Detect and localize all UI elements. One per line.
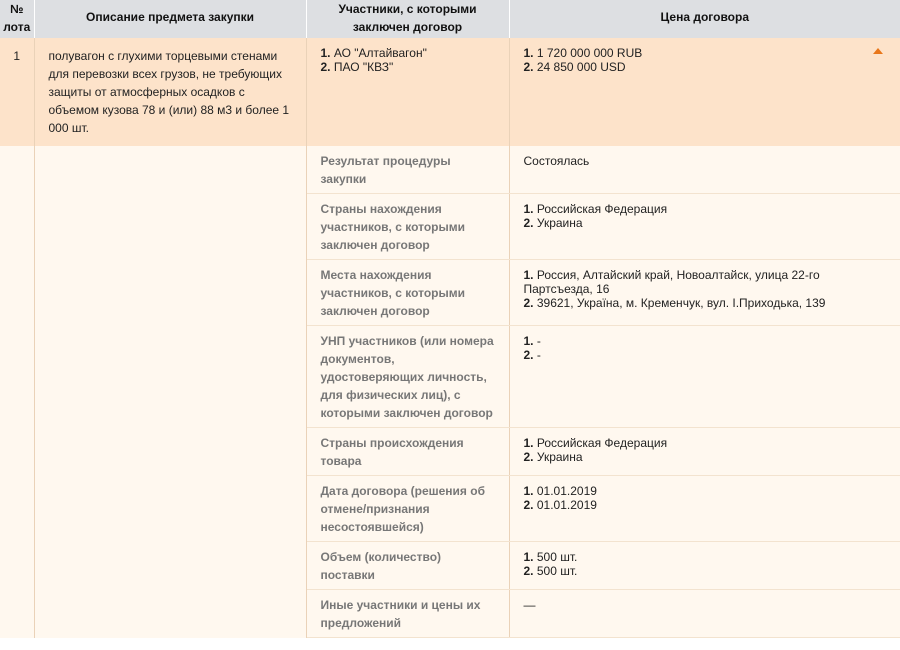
detail-label: Дата договора (решения об отмене/признания несостоявшейся)	[306, 476, 509, 542]
detail-label: Страны нахождения участников, с которыми заключен договор	[306, 194, 509, 260]
header-participants[interactable]: Участники, с которыми заключен договор	[306, 0, 509, 38]
item-number: 2.	[320, 60, 331, 74]
item-number: 1.	[523, 484, 534, 498]
item-number: 2.	[523, 498, 534, 512]
detail-item	[524, 450, 887, 464]
detail-value	[509, 194, 900, 260]
detail-value	[509, 476, 900, 542]
empty-cell	[34, 146, 306, 194]
item-number: 1.	[320, 46, 331, 60]
lot-number: 1	[0, 38, 34, 146]
detail-item-text: -	[536, 334, 541, 348]
detail-item	[524, 216, 887, 230]
detail-item-text: 01.01.2019	[536, 484, 597, 498]
detail-item-text: 39621, Україна, м. Кременчук, вул. І.Приходька, 139	[536, 296, 826, 310]
item-number: 2.	[523, 564, 534, 578]
detail-item	[524, 564, 887, 578]
detail-value	[509, 542, 900, 590]
lot-prices	[509, 38, 900, 146]
detail-item	[524, 498, 887, 512]
detail-item	[524, 268, 887, 296]
empty-cell	[0, 476, 34, 542]
empty-cell	[0, 194, 34, 260]
detail-row	[0, 146, 900, 194]
item-number: 1.	[523, 268, 534, 282]
detail-value	[509, 326, 900, 428]
detail-value	[509, 260, 900, 326]
detail-item-text: Украина	[536, 450, 583, 464]
item-number: 1.	[523, 550, 534, 564]
detail-item-text: 500 шт.	[536, 564, 578, 578]
detail-value	[509, 590, 900, 638]
detail-item-text: Украина	[536, 216, 583, 230]
detail-item-text: Россия, Алтайский край, Новоалтайск, улица 22-го Партсъезда, 16	[523, 268, 820, 296]
triangle-up-icon[interactable]	[873, 48, 883, 54]
item-number: 2.	[523, 450, 534, 464]
item-number: 1.	[523, 202, 534, 216]
detail-label: Страны происхождения товара	[306, 428, 509, 476]
table-header-row	[0, 0, 900, 38]
empty-cell	[34, 428, 306, 476]
detail-text: Состоялась	[523, 154, 590, 168]
detail-row	[0, 260, 900, 326]
empty-cell	[0, 146, 34, 194]
detail-item	[524, 484, 887, 498]
detail-item	[524, 296, 887, 310]
detail-item-text: 01.01.2019	[536, 498, 597, 512]
item-number: 1.	[523, 334, 534, 348]
detail-item-text: Российская Федерация	[536, 202, 668, 216]
detail-item	[524, 334, 887, 348]
detail-label: Места нахождения участников, с которыми заключен договор	[306, 260, 509, 326]
participant-name: ПАО "КВЗ"	[333, 60, 394, 74]
empty-cell	[0, 542, 34, 590]
detail-row	[0, 542, 900, 590]
detail-item	[524, 550, 887, 564]
detail-value	[509, 146, 900, 194]
lot-participants	[306, 38, 509, 146]
header-lot-number[interactable]: № лота	[0, 0, 34, 38]
empty-cell	[0, 326, 34, 428]
empty-cell	[34, 194, 306, 260]
item-number: 2.	[523, 60, 534, 74]
item-number: 1.	[523, 436, 534, 450]
detail-label: Результат процедуры закупки	[306, 146, 509, 194]
empty-cell	[34, 542, 306, 590]
detail-label: УНП участников (или номера документов, удостоверяющих личность, для физических лиц), с которыми заключен договор	[306, 326, 509, 428]
participant-item	[321, 60, 495, 74]
item-number: 2.	[523, 348, 534, 362]
item-number: 2.	[523, 296, 534, 310]
detail-value	[509, 428, 900, 476]
empty-cell	[34, 476, 306, 542]
price-item	[524, 46, 887, 60]
header-price[interactable]: Цена договора	[509, 0, 900, 38]
lot-row[interactable]	[0, 38, 900, 146]
item-number: 1.	[523, 46, 534, 60]
detail-row	[0, 194, 900, 260]
detail-item-text: -	[536, 348, 541, 362]
participant-name: АО "Алтайвагон"	[333, 46, 427, 60]
detail-label: Объем (количество) поставки	[306, 542, 509, 590]
price-value: 1 720 000 000 RUB	[536, 46, 643, 60]
price-value: 24 850 000 USD	[536, 60, 626, 74]
detail-item	[524, 436, 887, 450]
empty-cell	[0, 590, 34, 638]
participant-item	[321, 46, 495, 60]
header-description[interactable]: Описание предмета закупки	[34, 0, 306, 38]
detail-item-text: Российская Федерация	[536, 436, 668, 450]
item-number: 2.	[523, 216, 534, 230]
detail-row	[0, 476, 900, 542]
empty-cell	[34, 326, 306, 428]
detail-label: Иные участники и цены их предложений	[306, 590, 509, 638]
detail-item-text: 500 шт.	[536, 550, 578, 564]
detail-item	[524, 202, 887, 216]
lot-description: полувагон с глухими торцевыми стенами для перевозки всех грузов, не требующих защиты от атмосферных осадков с объемом кузова 78 и (или) 88 м3 и более 1 000 шт.	[34, 38, 306, 146]
empty-cell	[34, 590, 306, 638]
empty-cell	[34, 260, 306, 326]
detail-row	[0, 590, 900, 638]
empty-cell	[0, 260, 34, 326]
detail-row	[0, 326, 900, 428]
detail-text: —	[523, 598, 536, 612]
detail-row	[0, 428, 900, 476]
empty-cell	[0, 428, 34, 476]
detail-item	[524, 348, 887, 362]
price-item	[524, 60, 887, 74]
